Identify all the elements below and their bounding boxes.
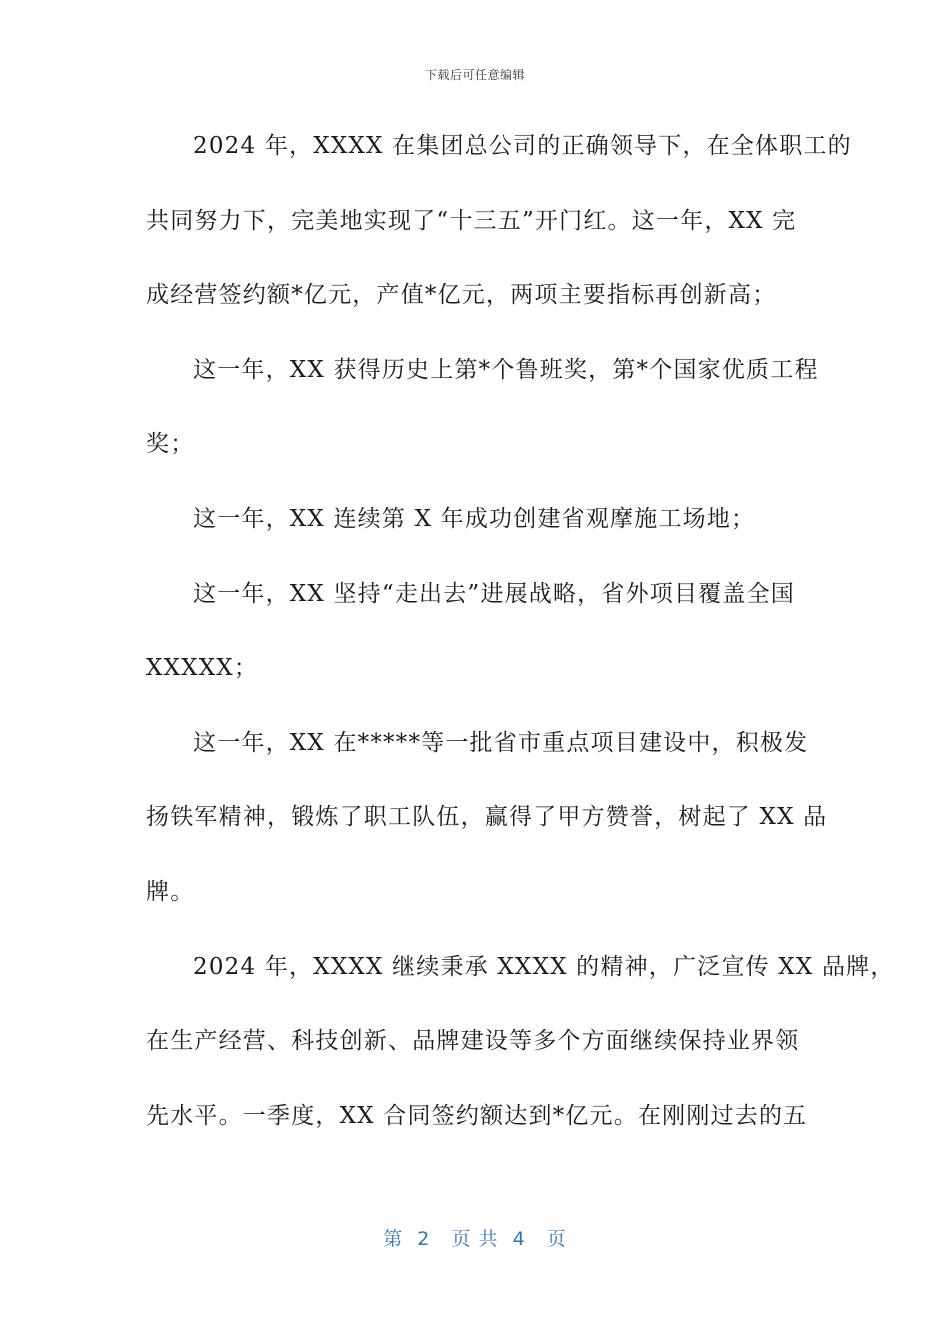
paragraph-line: XXXXX； [146,655,259,682]
paragraph-line: 奖； [146,431,195,458]
paragraph-line: 2024 年，XXXX 继续秉承 XXXX 的精神，广泛宣传 XX 品牌， [193,953,895,980]
paragraph-line: 共同努力下，完美地实现了“十三五”开门红。这一年，XX 完 [146,207,797,234]
paragraph-line: 先水平。一季度，XX 合同签约额达到*亿元。在刚刚过去的五 [146,1102,808,1129]
paragraph-line: 这一年，XX 获得历史上第*个鲁班奖，第*个国家优质工程 [193,356,819,383]
paragraph-line: 这一年，XX 连续第 X 年成功创建省观摩施工场地； [193,505,756,532]
paragraph-line: 2024 年，XXXX 在集团总公司的正确领导下，在全体职工的 [193,133,852,159]
document-body [146,124,895,1168]
paragraph-line: 在生产经营、科技创新、品牌建设等多个方面继续保持业界领 [146,1028,800,1055]
paragraph-line: 牌。 [146,878,195,905]
paragraph-line: 这一年，XX 在*****等一批省市重点项目建设中，积极发 [193,729,809,756]
page-number-footer: 第 2 页 共 4 页 [383,1228,567,1250]
paragraph-line: 扬铁军精神，锻炼了职工队伍，赢得了甲方赞誉，树起了 XX 品 [146,804,828,831]
paragraph-line: 这一年，XX 坚持“走出去”进展战略，省外项目覆盖全国 [193,580,795,607]
page-header-note: 下载后可任意编辑 [424,68,525,82]
paragraph-line: 成经营签约额*亿元，产值*亿元，两项主要指标再创新高； [146,282,777,309]
